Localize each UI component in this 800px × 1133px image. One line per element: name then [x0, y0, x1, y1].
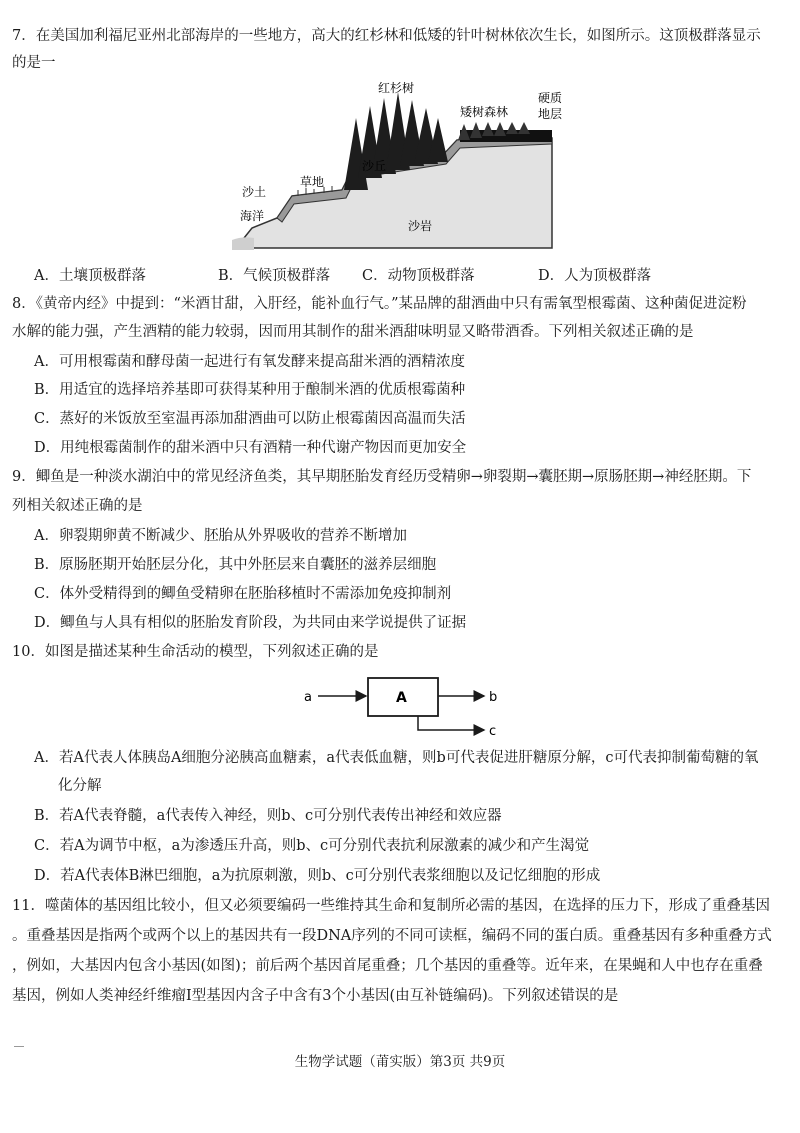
ocean-water [232, 237, 254, 250]
q10-option-a-line2: 化分解 [58, 778, 102, 794]
label-dwarf-forest: 矮树森林 [460, 105, 509, 119]
q10-stem: 10．如图是描述某种生命活动的模型，下列叙述正确的是 [12, 644, 379, 660]
q8-stem-line1: 8．《黄帝内经》中提到：“米酒甘甜，入肝经，能补血行气。”某品牌的甜酒曲中只有需氧型根霉菌、这种菌促进淀粉 [12, 296, 747, 312]
label-ocean: 海洋 [240, 209, 265, 223]
q9-option-b: B．原肠胚期开始胚层分化，其中外胚层来自囊胚的滋养层细胞 [34, 557, 437, 573]
q8-option-b: B．用适宜的选择培养基即可获得某种用于酿制米酒的优质根霉菌种 [34, 382, 466, 398]
arrow-box-to-c [418, 716, 484, 730]
q10-option-c: C．若A为调节中枢，a为渗透压升高，则b、c可分别代表抗利尿激素的减少和产生渴觉 [34, 838, 590, 854]
q11-stem-line4: 基因，例如人类神经纤维瘤Ⅰ型基因内含子中含有3个小基因(由互补链编码)。下列叙述错误的是 [12, 988, 619, 1004]
q7-stem-line1: 7．在美国加利福尼亚州北部海岸的一些地方，高大的红杉林和低矮的针叶树林依次生长，如图所示。这顶极群落显示 [12, 28, 761, 44]
diagram-label-a: a [304, 690, 312, 705]
label-redwood: 红杉树 [378, 81, 415, 95]
q8-stem-line2: 水解的能力强，产生酒精的能力较弱，因而用其制作的甜米酒甜味明显又略带酒香。下列相关叙述正确的是 [12, 324, 694, 340]
q9-stem-line2: 列相关叙述正确的是 [12, 498, 143, 514]
label-sandy-soil: 沙土 [242, 185, 267, 199]
page-edge-mark [14, 1046, 24, 1047]
q9-option-c: C．体外受精得到的鲫鱼受精卵在胚胎移植时不需添加免疫抑制剂 [34, 586, 452, 602]
q10-option-a-line1: A．若A代表人体胰岛A细胞分泌胰高血糖素，a代表低血糖，则b可代表促进肝糖原分解，c可代表抑制葡萄糖的氧 [34, 750, 759, 766]
q7-option-c: C．动物顶极群落 [362, 268, 475, 284]
diagram-label-c: c [489, 724, 497, 738]
q7-stem-line2: 的是一 [12, 55, 56, 71]
q8-option-d: D．用纯根霉菌制作的甜米酒中只有酒精一种代谢产物因而更加安全 [34, 440, 467, 456]
q7-option-d: D．人为顶极群落 [538, 268, 652, 284]
model-diagram [300, 670, 510, 738]
label-hard-layer-2: 地层 [538, 107, 563, 121]
q8-option-c: C．蒸好的米饭放至室温再添加甜酒曲可以防止根霉菌因高温而失活 [34, 411, 466, 427]
label-sandstone: 沙岩 [408, 219, 433, 233]
q10-option-b: B．若A代表脊髓，a代表传入神经，则b、c可分别代表传出神经和效应器 [34, 808, 502, 824]
q11-stem-line2: 。重叠基因是指两个或两个以上的基因共有一段DNA序列的不同可读框，编码不同的蛋白质。重叠基因有多种重叠方式 [12, 928, 772, 944]
label-dune: 沙丘 [362, 159, 387, 173]
page-footer: 生物学试题（莆实版）第3页 共9页 [294, 1054, 506, 1070]
coastal-community-figure [232, 78, 582, 254]
q9-option-a: A．卵裂期卵黄不断减少、胚胎从外界吸收的营养不断增加 [34, 528, 407, 544]
q9-option-d: D．鲫鱼与人具有相似的胚胎发育阶段，为共同由来学说提供了证据 [34, 615, 467, 631]
label-grassland: 草地 [300, 175, 325, 189]
diagram-label-b: b [489, 690, 498, 705]
label-hard-layer-1: 硬质 [538, 91, 563, 105]
q8-option-a: A．可用根霉菌和酵母菌一起进行有氧发酵来提高甜米酒的酒精浓度 [34, 354, 465, 370]
q11-stem-line1: 11．噬菌体的基因组比较小，但又必须要编码一些维持其生命和复制所必需的基因，在选择的压力下，形成了重叠基因 [12, 898, 770, 914]
diagram-label-A: A [396, 690, 407, 706]
q9-stem-line1: 9．鲫鱼是一种淡水湖泊中的常见经济鱼类，其早期胚胎发育经历受精卵→卵裂期→囊胚期→原肠胚期→神经胚期。下 [12, 469, 752, 485]
q7-option-a: A．土壤顶极群落 [34, 268, 146, 284]
q11-stem-line3: ，例如，大基因内包含小基因(如图)；前后两个基因首尾重叠；几个基因的重叠等。近年来，在果蝇和人中也存在重叠 [12, 958, 763, 974]
q10-option-d: D．若A代表体B淋巴细胞，a为抗原刺激，则b、c可分别代表浆细胞以及记忆细胞的形成 [34, 868, 601, 884]
q7-option-b: B．气候顶极群落 [218, 268, 331, 284]
